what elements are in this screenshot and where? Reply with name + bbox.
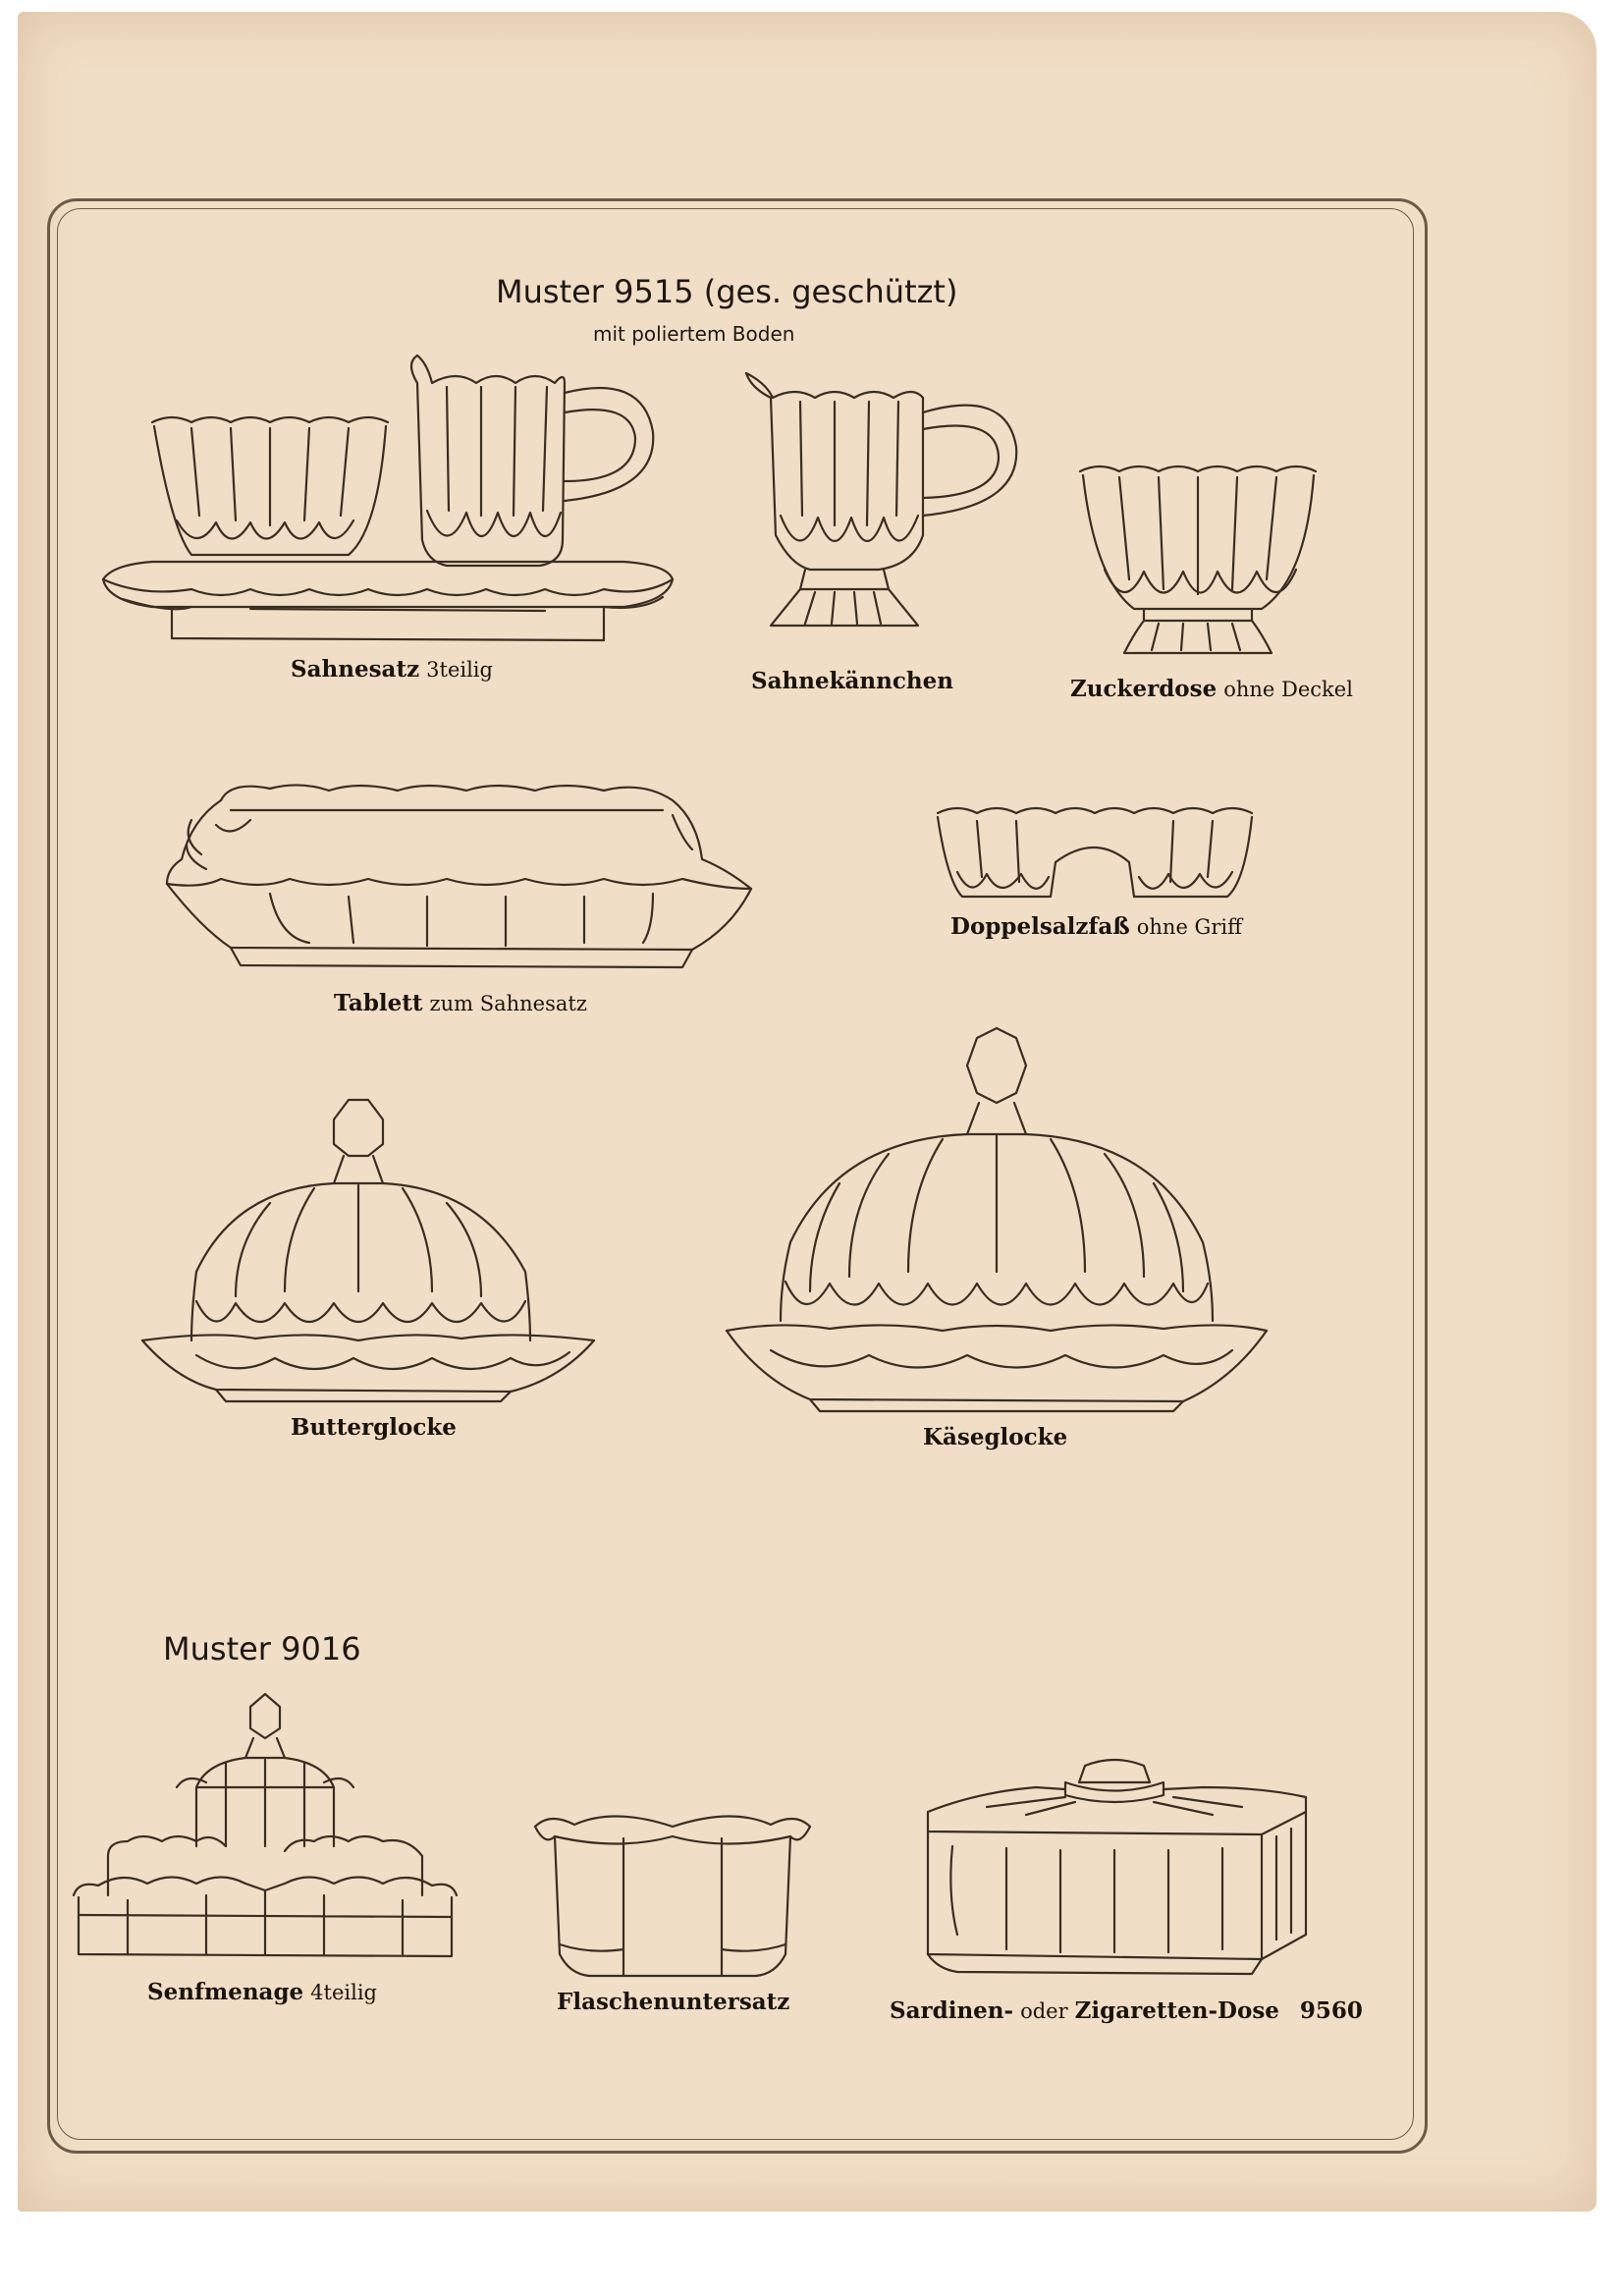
- kaeseglocke-illustration: [722, 1026, 1272, 1419]
- senfmenage-illustration: [69, 1689, 461, 1974]
- sahnesatz-detail: 3teilig: [426, 658, 493, 682]
- flaschenuntersatz-label: [557, 1989, 789, 2015]
- doppelsalzfass-detail: ohne Griff: [1136, 915, 1242, 939]
- sardinendose-label: [890, 1997, 1363, 2024]
- tablett-name: Tablett: [334, 990, 423, 1016]
- senfmenage-name: Senfmenage: [147, 1979, 304, 2005]
- sahnekaennchen-illustration: [741, 368, 1026, 653]
- sahnesatz-illustration: [93, 344, 682, 648]
- sahnesatz-label: [291, 656, 493, 683]
- doppelsalzfass-name: Doppelsalzfaß: [950, 913, 1130, 940]
- sardinendose-name-b: Zigaretten-Dose: [1074, 1997, 1279, 2024]
- sardinendose-number: 9560: [1299, 1997, 1363, 2024]
- sardinendose-illustration: [918, 1758, 1311, 1984]
- sahnekaennchen-label: [751, 668, 953, 694]
- flaschenuntersatz-name: Flaschenuntersatz: [557, 1989, 790, 2015]
- zuckerdose-label: [1070, 676, 1353, 702]
- tablett-detail: zum Sahnesatz: [429, 992, 587, 1015]
- senfmenage-detail: 4teilig: [310, 1981, 377, 2004]
- doppelsalzfass-label: [950, 913, 1242, 940]
- senfmenage-label: [147, 1979, 377, 2005]
- tablett-illustration: [162, 781, 761, 977]
- sahnesatz-name: Sahnesatz: [291, 656, 420, 683]
- tablett-label: [334, 990, 587, 1016]
- sardinendose-joiner: oder: [1020, 1999, 1068, 2023]
- butterglocke-label: [291, 1414, 457, 1441]
- sahnekaennchen-name: Sahnekännchen: [751, 668, 953, 694]
- sardinendose-name-a: Sardinen-: [890, 1997, 1014, 2024]
- butterglocke-name: Butterglocke: [291, 1414, 457, 1441]
- zuckerdose-illustration: [1075, 462, 1330, 668]
- flaschenuntersatz-illustration: [530, 1807, 815, 1984]
- zuckerdose-name: Zuckerdose: [1070, 676, 1218, 702]
- butterglocke-illustration: [137, 1095, 599, 1409]
- zuckerdose-detail: ohne Deckel: [1223, 678, 1353, 701]
- kaeseglocke-name: Käseglocke: [923, 1424, 1068, 1450]
- muster-9515-heading: Muster 9515 (ges. geschützt): [496, 273, 958, 310]
- muster-9515-subheading: mit poliertem Boden: [593, 322, 795, 346]
- doppelsalzfass-illustration: [933, 803, 1257, 911]
- muster-9016-heading: Muster 9016: [163, 1630, 361, 1667]
- kaeseglocke-label: [923, 1424, 1067, 1450]
